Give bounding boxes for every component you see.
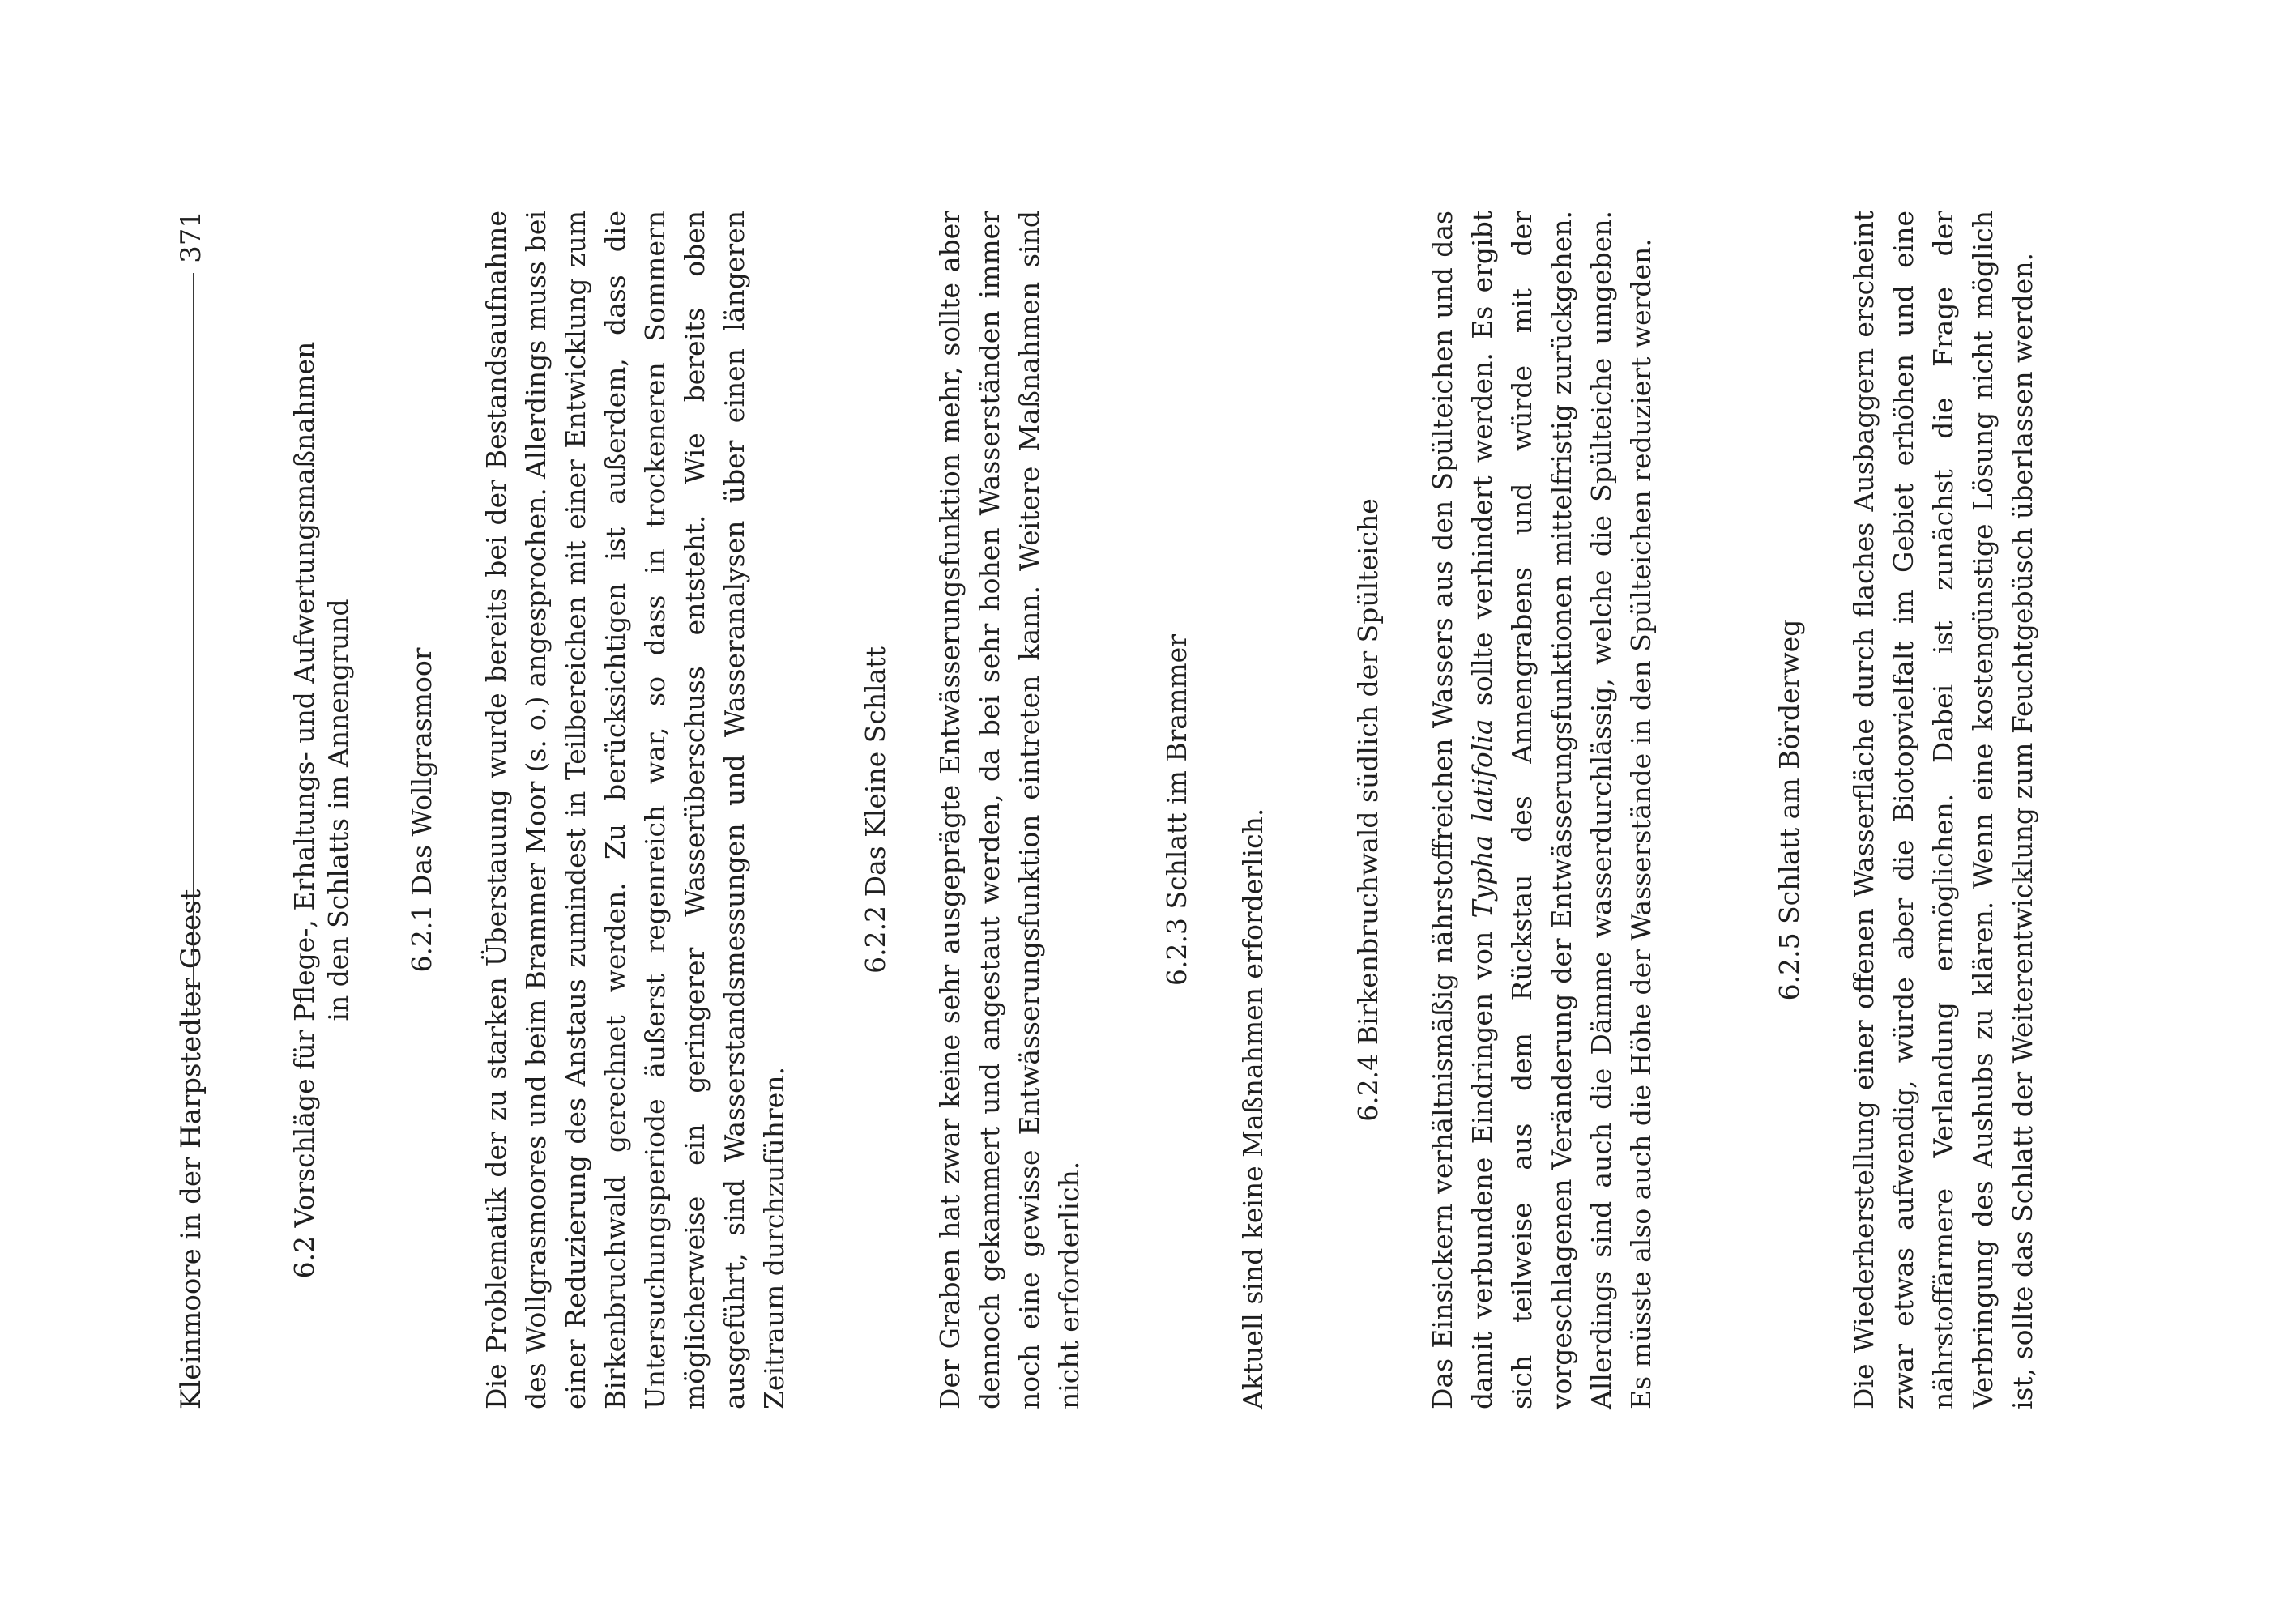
running-header-title: Kleinmoore in der Harpstedter Geest xyxy=(173,875,209,1409)
paragraph-6-2-4-part1: Das Einsickern verhältnismäßig nährstoffreichen Wassers aus den Spülteichen und das damit verbundene Eindringen von xyxy=(1427,211,1498,1409)
paragraph-6-2-3: Aktuell sind keine Maßnahmen erforderlich. xyxy=(1237,808,1269,1409)
paragraph-6-2-4 xyxy=(1423,211,1661,1409)
section-heading-6-2-line2: in den Schlatts im Annengrund xyxy=(322,599,354,1021)
section-heading-6-2 xyxy=(288,211,356,1409)
subsection-heading-6-2-4: 6.2.4 Birkenbruchwald südlich der Spülteiche xyxy=(1352,498,1384,1122)
section-heading-6-2-line1: 6.2 Vorschläge für Pflege-, Erhaltungs- und Aufwertungsmaßnahmen xyxy=(288,341,320,1279)
species-name: Typha latifolia xyxy=(1466,718,1498,919)
paragraph-6-2-4-part2: sollte verhindert werden. Es ergibt sich teilweise aus dem Rückstau des Annengrabens und würde mit der vorgeschlagenen Veränderung der Entwässerungsfunktionen mittelfristig zurückgehen. Allerdings sind auch die Dämme wasserdurchlässig, welche die Spülteiche umgeben. Es müsste also auch die Höhe der Wasserstände in den Spülteichen reduziert werden. xyxy=(1466,210,1657,1409)
subsection-heading-6-2-3: 6.2.3 Schlatt im Brammer xyxy=(1161,634,1193,986)
subsection-heading-6-2-5: 6.2.5 Schlatt am Börderweg xyxy=(1773,619,1805,1001)
subsection-heading-6-2-1: 6.2.1 Das Wollgrasmoor xyxy=(406,647,437,973)
header-rule xyxy=(193,259,194,1013)
paragraph-6-2-1: Die Problematik der zu starken Überstauung wurde bereits bei der Bestandsaufnahme des Wollgrasmoores und beim Brammer Moor (s. o.) angesprochen. Allerdings muss bei einer Reduzierung des Anstaus zumindest in Teilbereichen mit einer Entwicklung zum Birkenbruchwald gerechnet werden. Zu berücksichtigen ist außerdem, dass die Untersuchungsperiode äußerst regenreich war, so dass in trockeneren Sommern möglicherweise ein geringerer Wasserüberschuss entsteht. Wie bereits oben ausgeführt, sind Wasserstandsmessungen und Wasseranalysen über einen längeren Zeitraum durchzuführen. xyxy=(480,211,790,1409)
running-header xyxy=(173,211,209,1409)
paragraph-6-2-2: Der Graben hat zwar keine sehr ausgeprägte Entwässerungsfunktion mehr, sollte aber dennoch gekammert und angestaut werden, da bei sehr hohen Wasserständen immer noch eine gewisse Entwässerungsfunktion eintreten kann. Weitere Maßnahmen sind nicht erforderlich. xyxy=(934,211,1085,1409)
paragraph-6-2-5: Die Wiederherstellung einer offenen Wasserfläche durch flaches Ausbaggern erscheint zwar etwas aufwendig, würde aber die Biotopvielfalt im Gebiet erhöhen und eine nährstoffärmere Verlandung ermöglichen. Dabei ist zunächst die Frage der Verbringung des Aushubs zu klären. Wenn eine kostengünstige Lösung nicht möglich ist, sollte das Schlatt der Weiterentwicklung zum Feuchtgebüsch überlassen werden. xyxy=(1848,211,2038,1409)
page-number: 371 xyxy=(173,211,209,273)
subsection-heading-6-2-2: 6.2.2 Das Kleine Schlatt xyxy=(860,646,891,974)
